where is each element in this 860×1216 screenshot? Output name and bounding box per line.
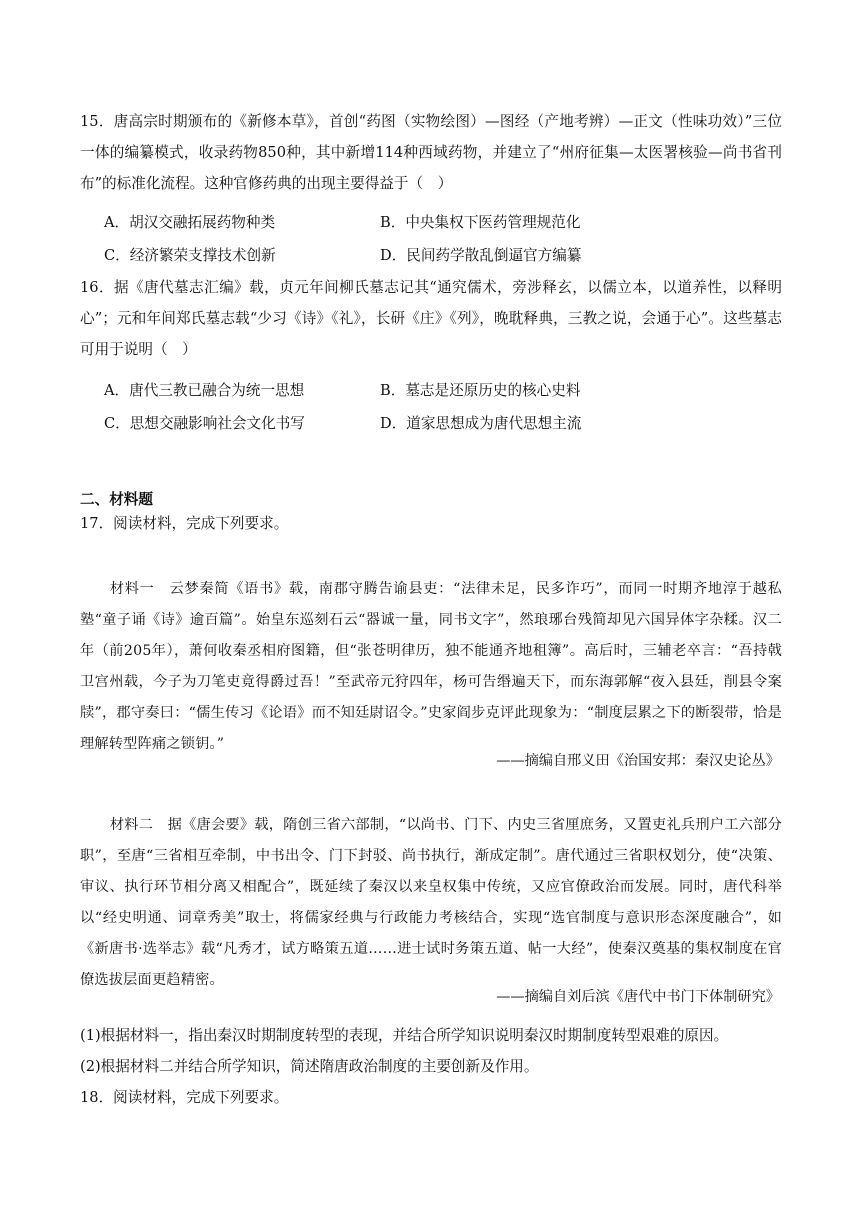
question-17-subquestion-1: (1)根据材料一，指出秦汉时期制度转型的表现，并结合所学知识说明秦汉时期制度转型艰难的原因。 <box>80 1027 729 1044</box>
question-16-option-c[interactable]: C．思想交融影响社会文化书写 <box>104 415 305 432</box>
question-16-option-a[interactable]: A．唐代三教已融合为统一思想 <box>104 382 305 399</box>
material-two: 材料二 据《唐会要》载，隋创三省六部制，“以尚书、门下、内史三省厘庶务，又置吏礼兵刑户工六部分职”，至唐“三省相互牵制，中书出令、门下封驳、尚书执行，渐成定制”。唐代通过三省职权划分，使“决策、审议、执行环节相分离又相配合”，既延续了秦汉以来皇权集中传统，又应官僚政治而发展。同时，唐代科举以“经史明通、词章秀美”取士，将儒家经典与行政能力考核结合，实现“选官制度与意识形态深度融合”，如《新唐书·选举志》载“凡秀才，试方略策五道……进士试时务策五道、帖一大经”，使秦汉奠基的集权制度在官僚选拔层面更趋精密。 <box>80 817 782 988</box>
question-15-option-d[interactable]: D．民间药学散乱倒逼官方编纂 <box>380 247 582 264</box>
question-15-stem: 15．唐高宗时期颁布的《新修本草》，首创“药图（实物绘图）—图经（产地考辨）—正文（性味功效）”三位一体的编纂模式，收录药物850种，其中新增114种西域药物，并建立了“州府征集—太医署核验—尚书省刊布”的标准化流程。这种官修药典的出现主要得益于（ ） <box>80 113 782 192</box>
material-one-source: ——摘编自邢义田《治国安邦：秦汉史论丛》 <box>496 753 780 769</box>
question-16-stem: 16．据《唐代墓志汇编》载，贞元年间柳氏墓志记其“通究儒术，旁涉释玄，以儒立本，以道养性，以释明心”；元和年间郑氏墓志载“少习《诗》《礼》，长研《庄》《列》，晚耽释典，三教之说，会通于心”。这些墓志可用于说明（ ） <box>80 279 782 358</box>
question-15-option-a[interactable]: A．胡汉交融拓展药物种类 <box>104 214 276 231</box>
question-16-option-d[interactable]: D．道家思想成为唐代思想主流 <box>380 415 582 432</box>
question-17-stem: 17．阅读材料，完成下列要求。 <box>80 515 289 532</box>
question-15-option-b[interactable]: B．中央集权下医药管理规范化 <box>380 214 581 231</box>
question-17-subquestion-2: (2)根据材料二并结合所学知识，简述隋唐政治制度的主要创新及作用。 <box>80 1058 539 1075</box>
material-one: 材料一 云梦秦简《语书》载，南郡守腾告谕县吏：“法律未足，民多诈巧”，而同一时期齐地淳于越私塾“童子诵《诗》逾百篇”。始皇东巡刻石云“器诚一量，同书文字”，然琅琊台残简却见六国异体字杂糅。汉二年（前205年），萧何收秦丞相府图籍，但“张苍明律历，独不能通齐地租簿”。高后时，三辅老卒言：“吾持戟卫宫州载，今子为刀笔吏竟得爵过吾！”至武帝元狩四年，杨可告缗遍天下，而东海郭解“夜入县廷，削县令案牍”，郡守奏曰：“儒生传习《论语》而不知廷尉诏令。”史家阎步克评此现象为：“制度层累之下的断裂带，恰是理解转型阵痛之锁钥。” <box>80 581 782 752</box>
question-18-stem: 18．阅读材料，完成下列要求。 <box>80 1089 289 1106</box>
material-two-source: ——摘编自刘后滨《唐代中书门下体制研究》 <box>496 989 780 1005</box>
question-16-option-b[interactable]: B．墓志是还原历史的核心史料 <box>380 382 581 399</box>
section-heading: 二、材料题 <box>80 491 153 508</box>
question-15-option-c[interactable]: C．经济繁荣支撑技术创新 <box>104 247 276 264</box>
